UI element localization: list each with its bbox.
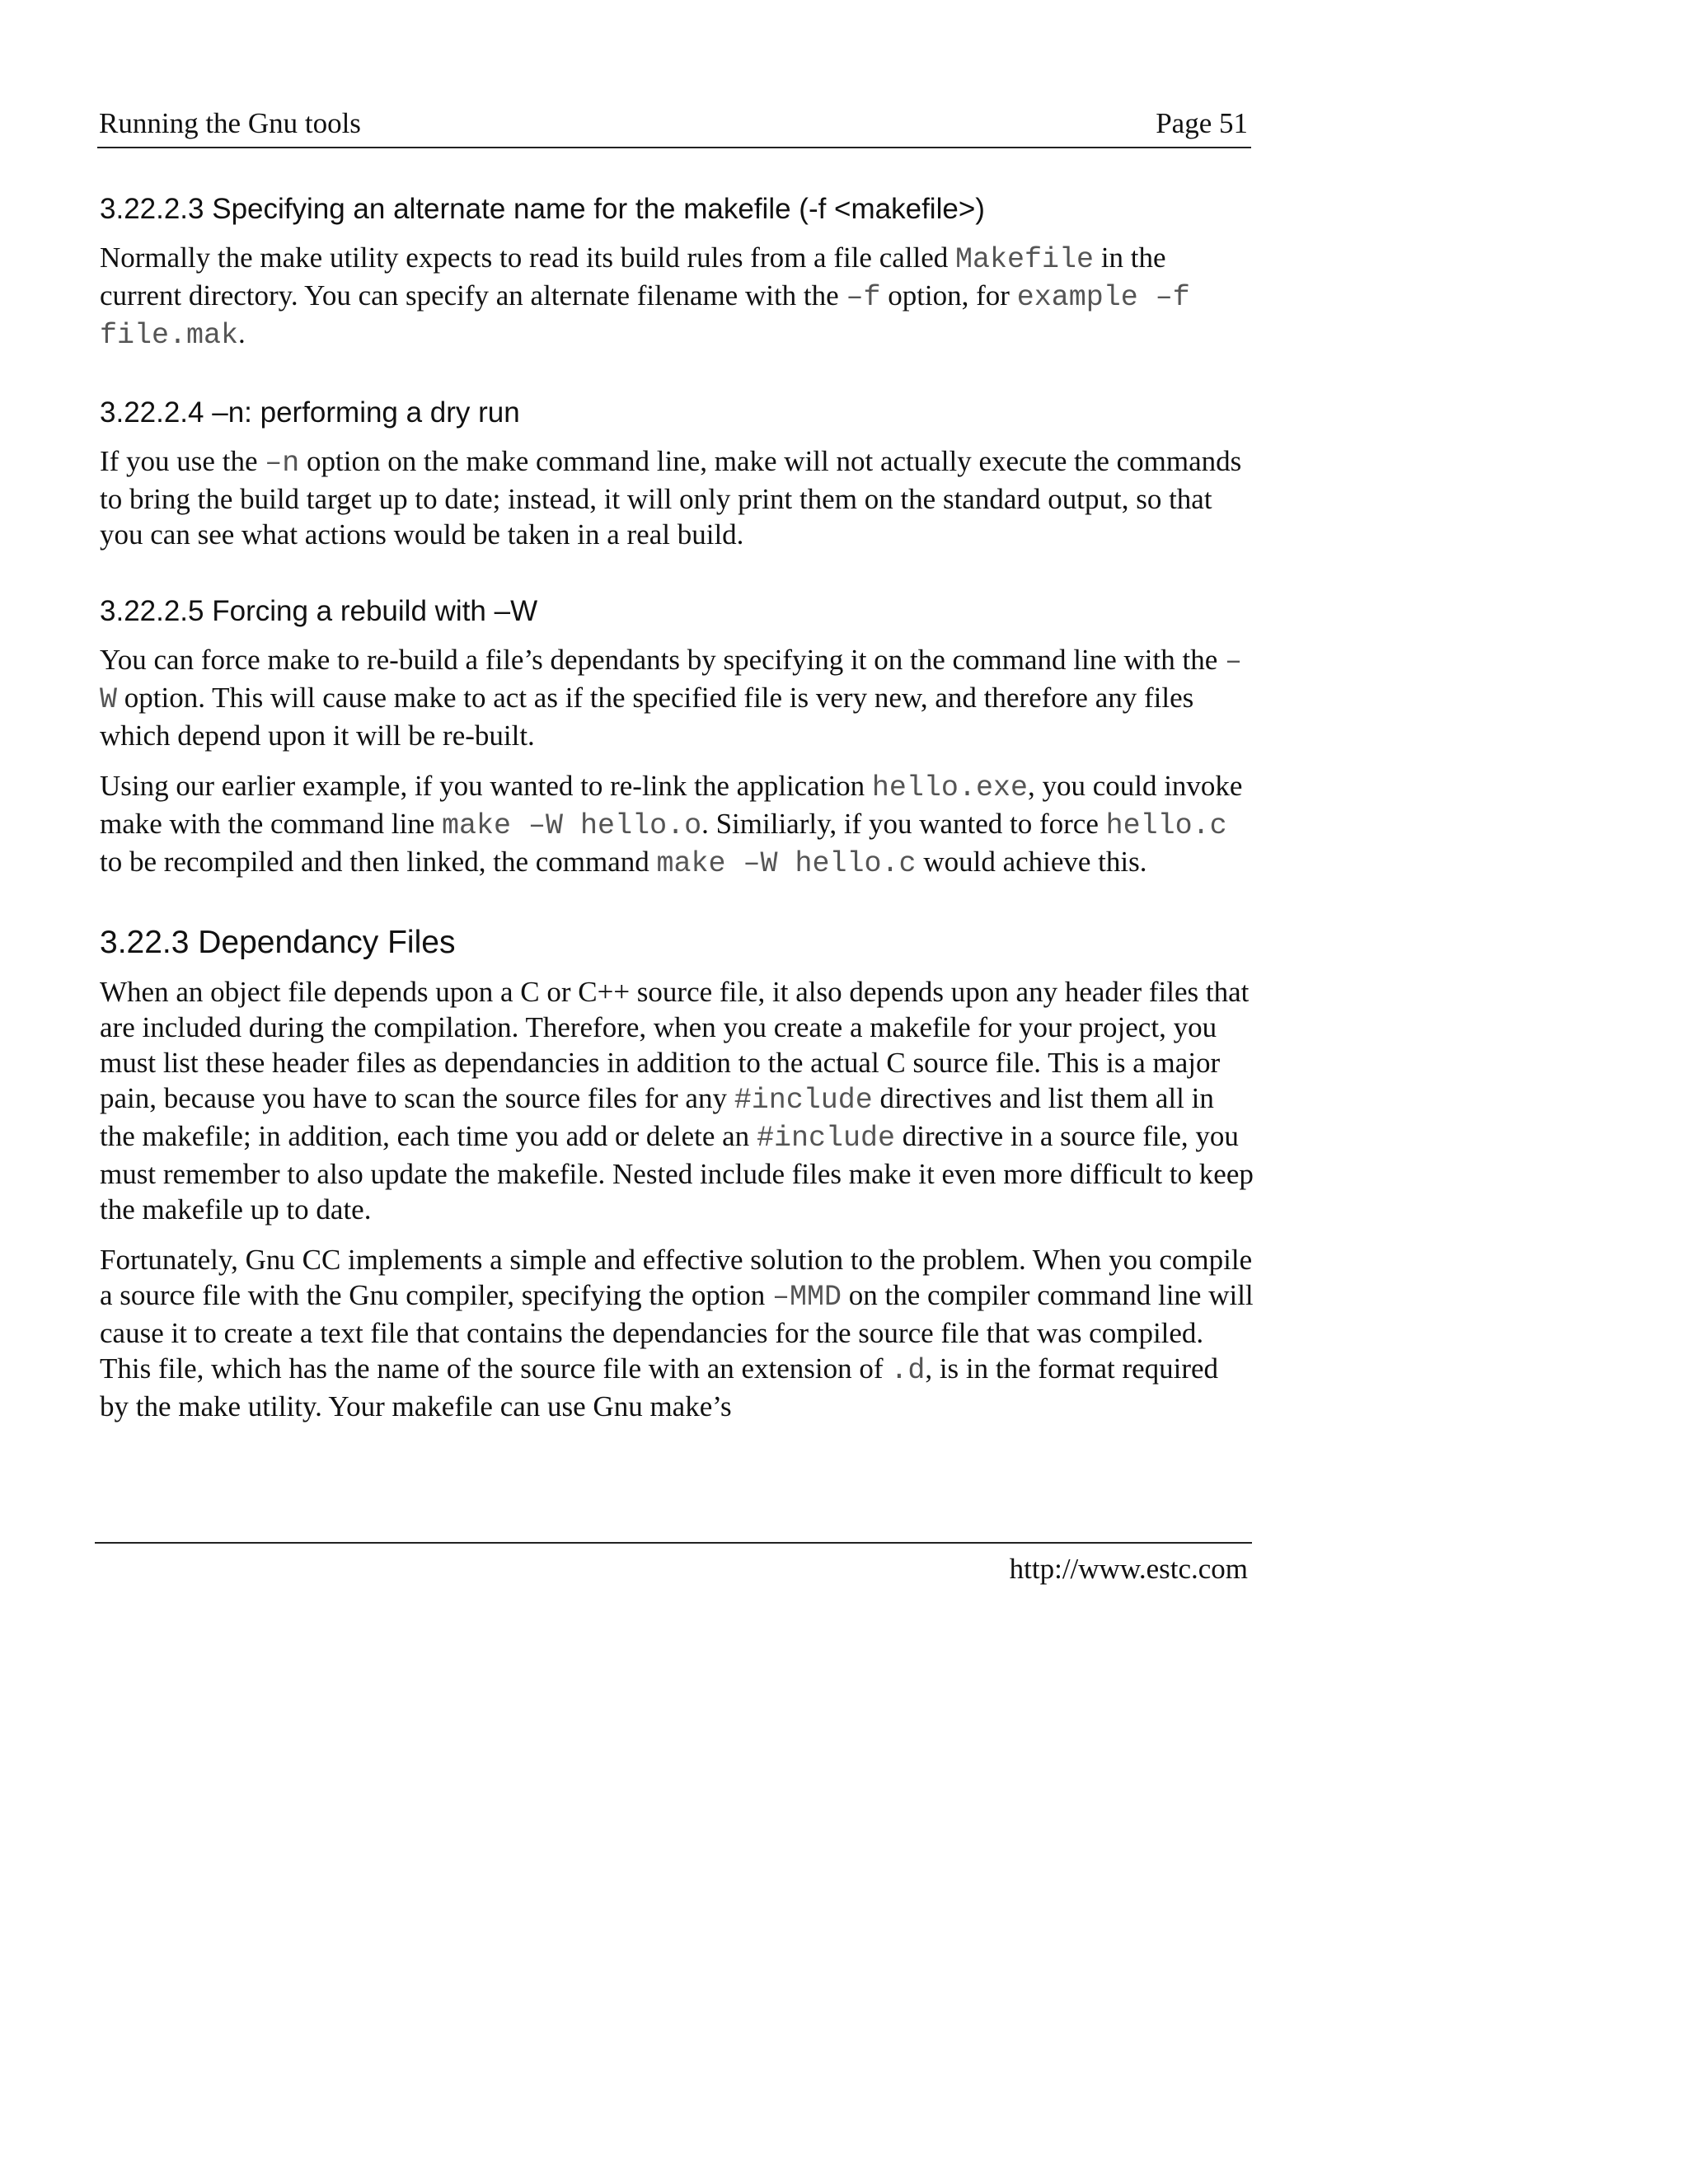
page-content: [100, 191, 1254, 1439]
text-run: .: [238, 317, 246, 349]
paragraph-dependancy-intro: [100, 974, 1254, 1227]
running-header: [97, 104, 1251, 148]
text-run: , is in the format required by the make utility. Your makefile can use Gnu make’s: [100, 1352, 1219, 1422]
footer-rule: [95, 1542, 1252, 1544]
text-run: , you could invoke make with the command line: [100, 770, 1243, 840]
code-make-w-hello-c: make –W hello.c: [656, 847, 917, 880]
code-d-extension: .d: [890, 1354, 926, 1387]
running-header-title: Running the Gnu tools: [99, 107, 361, 139]
text-run: When an object file depends upon a C or C++ source file, it also depends upon any header files that are included during the compilation. Therefore, when you create a makefile for your project, you must list these header files as dependancies in addition to the actual C source file. This is a major pain, because you have to scan the source files for any: [100, 976, 1250, 1114]
text-run: in the current directory. You can specify an alternate filename with the: [100, 241, 1166, 312]
text-run: option, for: [880, 279, 1017, 312]
footer-url: http://www.estc.com: [1009, 1553, 1248, 1585]
text-run: on the compiler command line will cause it to create a text file that contains the dependancies for the source file that was compiled. This file, which has the name of the source file with an extension of: [100, 1279, 1254, 1385]
section-heading-3-22-2-5: 3.22.2.5 Forcing a rebuild with –W: [100, 595, 538, 627]
code-hello-c: hello.c: [1105, 809, 1227, 842]
text-run: . Similiarly, if you wanted to force: [701, 808, 1106, 840]
text-run: option on the make command line, make will not actually execute the commands to bring the build target up to date; instead, it will only print them on the standard output, so that you can see what actions would be taken in a real build.: [100, 445, 1242, 551]
section-heading-3-22-2-3: 3.22.2.3 Specifying an alternate name for the makefile (-f <makefile>): [100, 193, 985, 225]
text-run: would achieve this.: [916, 846, 1147, 878]
section-heading-3-22-2-4: 3.22.2.4 –n: performing a dry run: [100, 396, 520, 429]
text-run: Normally the make utility expects to read its build rules from a file called: [100, 241, 956, 274]
paragraph-force-rebuild: [100, 642, 1254, 753]
code-include: #include: [756, 1122, 895, 1155]
code-include: #include: [734, 1084, 873, 1117]
paragraph-rebuild-example: [100, 768, 1254, 882]
paragraph-gnu-cc-solution: [100, 1242, 1254, 1424]
paragraph-dry-run: [100, 443, 1254, 552]
code-mmd-option: –MMD: [772, 1281, 842, 1314]
code-makefile: Makefile: [955, 243, 1095, 276]
code-n-option: –n: [265, 447, 300, 480]
text-run: to be recompiled and then linked, the command: [100, 846, 657, 878]
code-make-w-hello-o: make –W hello.o: [442, 809, 702, 842]
code-hello-exe: hello.exe: [871, 771, 1028, 804]
text-run: You can force make to re-build a file’s dependants by specifying it on the command line with the: [100, 644, 1225, 676]
page-number: Page 51: [1156, 107, 1248, 139]
text-run: directives and list them all in the makefile; in addition, each time you add or delete an: [100, 1082, 1214, 1152]
text-run: If you use the: [100, 445, 265, 477]
paragraph-alternate-makefile: [100, 240, 1254, 354]
code-example-f-file: example –f file.mak: [100, 281, 1190, 352]
text-run: Fortunately, Gnu CC implements a simple and effective solution to the problem. When you compile a source file with the Gnu compiler, specifying the option: [100, 1244, 1253, 1311]
text-run: option. This will cause make to act as if the specified file is very new, and therefore any files which depend upon it will be re-built.: [100, 682, 1194, 752]
text-run: Using our earlier example, if you wanted to re-link the application: [100, 770, 872, 802]
code-f-option: –f: [846, 281, 881, 314]
text-run: directive in a source file, you must remember to also update the makefile. Nested include files make it even more difficult to keep the makefile up to date.: [100, 1120, 1254, 1226]
document-page: [97, 0, 1254, 2184]
code-w-option: –W: [100, 645, 1242, 716]
section-heading-3-22-3: 3.22.3 Dependancy Files: [100, 925, 456, 960]
